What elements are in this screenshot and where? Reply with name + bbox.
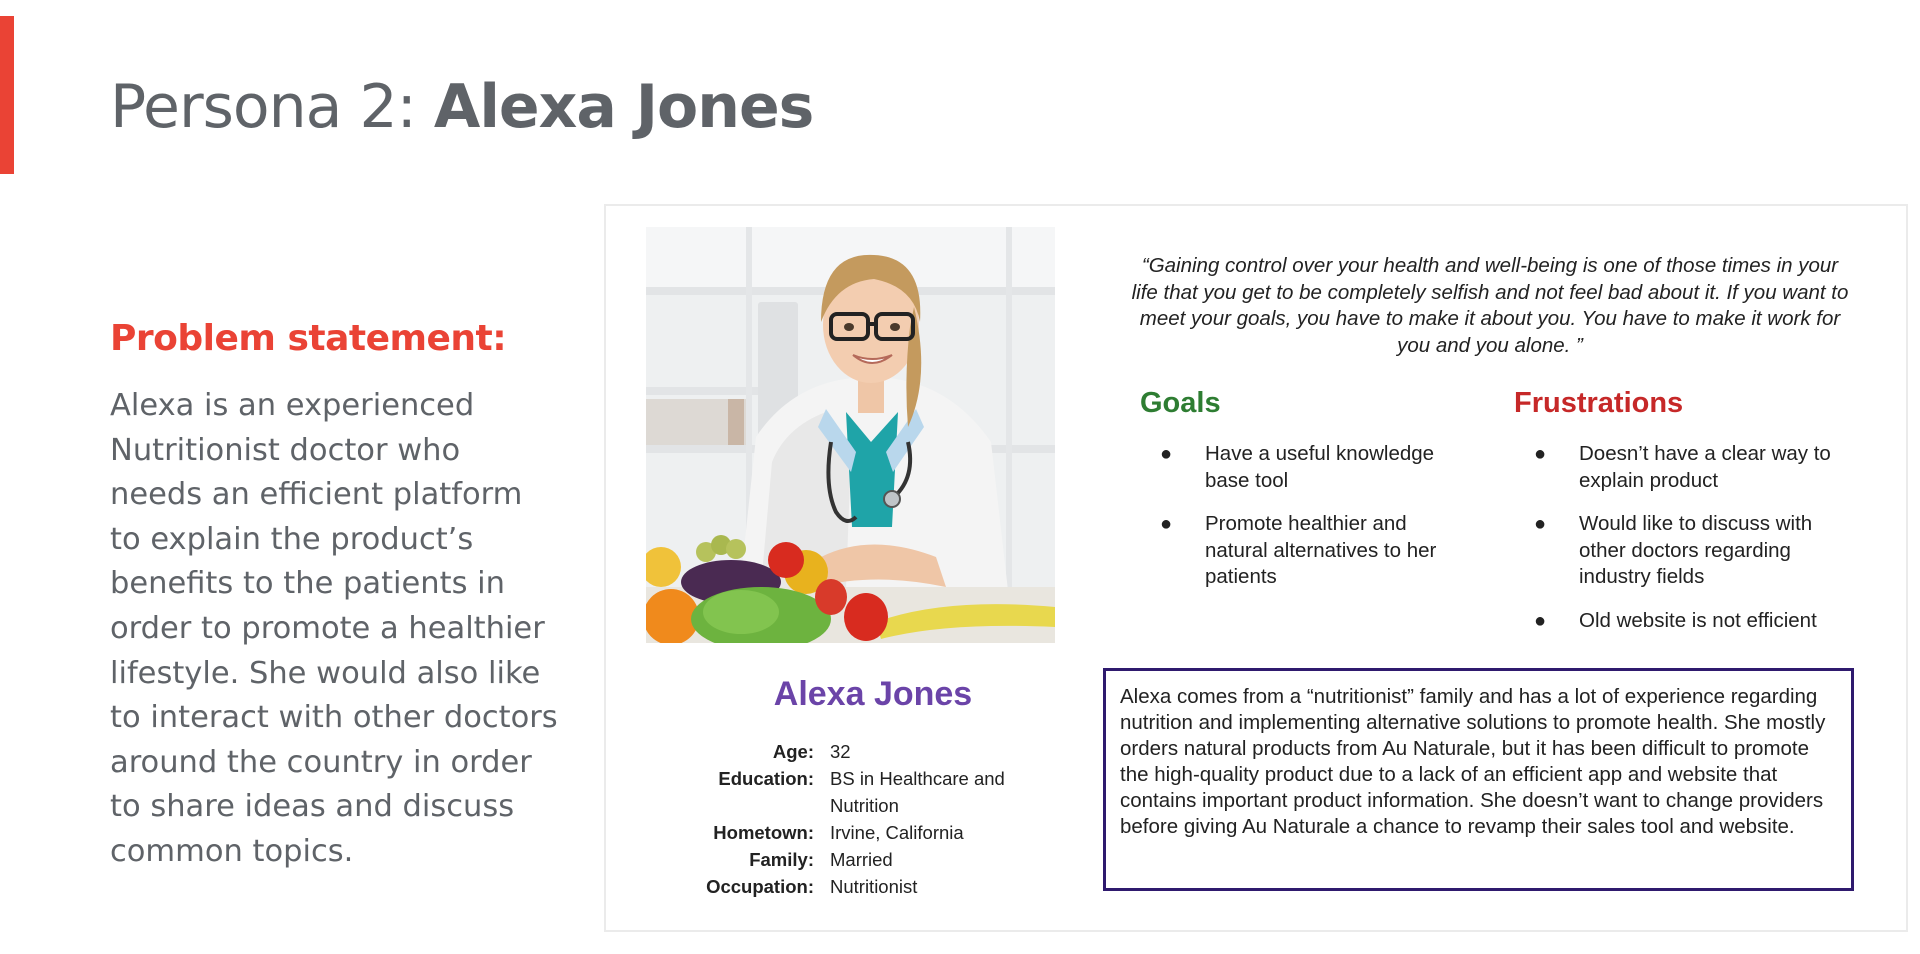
goal-item: ● Promote healthier and natural alternatives to her patients [1160,512,1437,588]
detail-row-family [640,846,1100,873]
detail-label: Occupation: [706,876,814,897]
bullet-icon: ● [1160,513,1173,535]
detail-row-age [640,738,1100,765]
page-title [110,72,813,142]
frustration-item: ● Old website is not efficient [1514,608,1854,635]
frustrations-heading: Frustrations [1514,387,1684,419]
goal-item: ● Have a useful knowledge base tool [1160,442,1435,492]
detail-label: Education: [718,768,814,789]
detail-row-occupation [640,873,1100,900]
detail-value: Irvine, California [830,822,964,843]
detail-value: Nutritionist [830,876,918,897]
problem-statement-heading: Problem statement: [110,318,507,359]
frustrations-list [1514,441,1854,651]
detail-label: Age: [772,741,814,762]
detail-row-education [640,765,1100,819]
detail-value: BS in Healthcare and Nutrition [830,768,1005,816]
detail-value: 32 [830,741,851,762]
page-title-name: Alexa Jones [433,72,814,142]
frustration-item: ● Doesn’t have a clear way to explain product [1534,442,1831,492]
bullet-icon: ● [1534,609,1547,632]
bullet-icon: ● [1534,443,1547,465]
problem-statement-text: Alexa is an experienced Nutritionist doctor who needs an efficient platform to explain the product’s benefits to the patients in order to promote a healthier lifestyle. She would also like to interact with other doctors around the country in order to share ideas and discuss common topics. [110,388,558,869]
persona-quote: “Gaining control over your health and well-being is one of those times in your life that you get to be completely selfish and not feel bad about it. If you want to meet your goals, you have to make it about you. You have to make it work for you and you alone. ” [1131,254,1849,357]
detail-label: Family: [749,849,814,870]
nutritionist-photo [646,227,1055,643]
accent-bar [0,16,14,174]
detail-value: Married [830,849,893,870]
persona-details [640,738,1100,900]
persona-bio: Alexa comes from a “nutritionist” family and has a lot of experience regarding nutrition and implementing alternative solutions to promote health. She mostly orders natural products from Au Naturale, but it has been difficult to promote the high-quality product due to a lack of an efficient app and website that contains important product information. She doesn’t want to change providers before giving Au Naturale a chance to revamp their sales tool and website. [1103,668,1854,891]
goals-heading: Goals [1140,387,1221,419]
page-title-prefix: Persona 2: [110,72,434,142]
goals-list [1140,441,1440,608]
bullet-icon: ● [1534,513,1547,535]
bullet-icon: ● [1160,443,1173,465]
detail-label: Hometown: [713,822,814,843]
frustration-item: ● Would like to discuss with other doctors regarding industry fields [1534,512,1813,588]
detail-row-hometown [640,819,1100,846]
persona-name: Alexa Jones [773,675,973,713]
